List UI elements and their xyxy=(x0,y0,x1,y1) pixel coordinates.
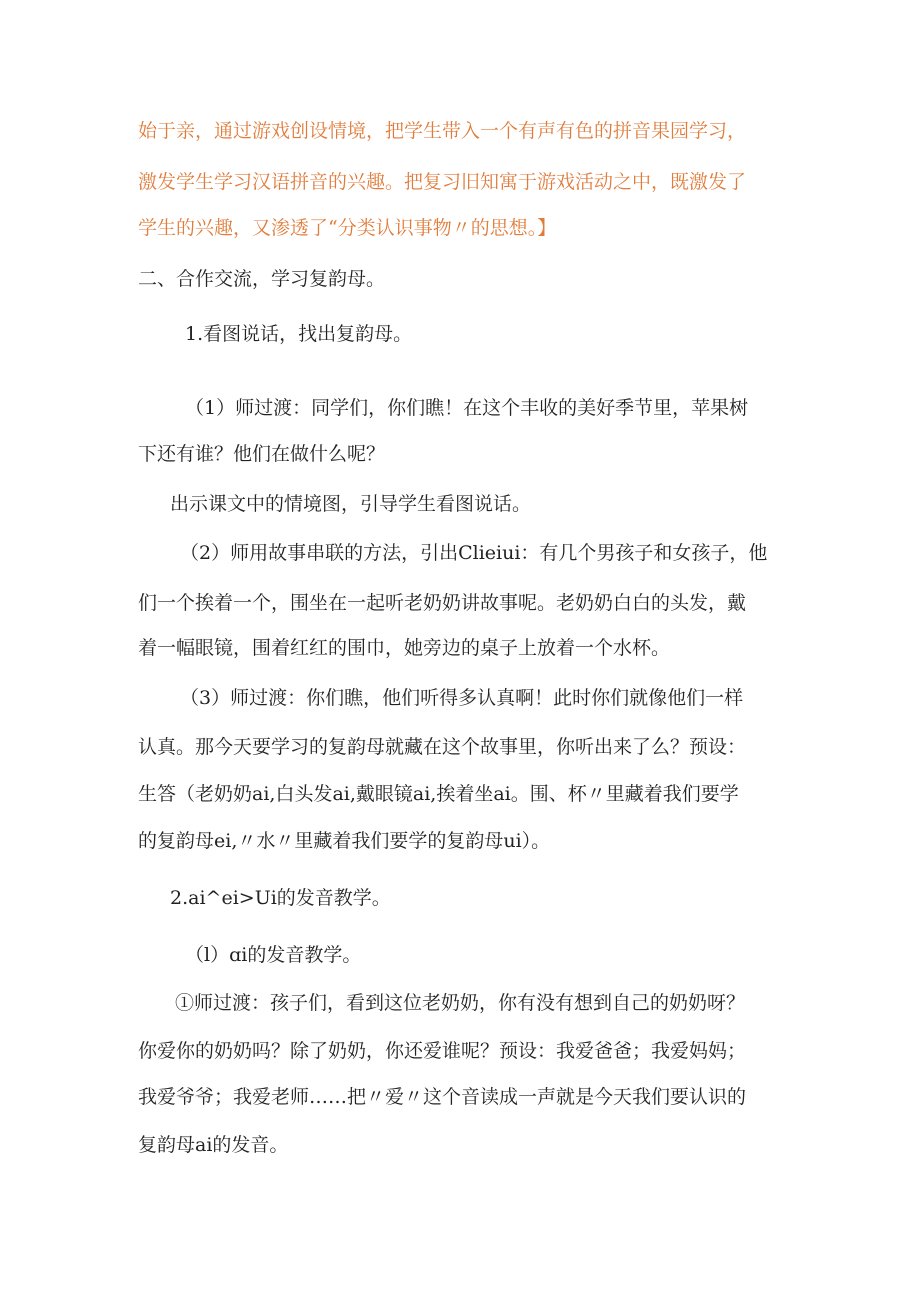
text-line: ①师过渡：孩子们，看到这位老奶奶，你有没有想到自己的奶奶呀？ xyxy=(175,992,746,1014)
text-line: 们一个挨着一个，围坐在一起听老奶奶讲故事呢。老奶奶白白的头发，戴 xyxy=(138,592,747,614)
section-heading: 二、合作交流，学习复韵母。 xyxy=(138,268,386,290)
text-line: （2）师用故事串联的方法，引出Clieiui：有几个男孩子和女孩子，他 xyxy=(180,542,768,564)
text-line: 你爱你的奶奶吗？除了奶奶，你还爱谁呢？预设：我爱爸爸；我爱妈妈； xyxy=(138,1040,747,1062)
subsection-heading: 1.看图说话，找出复韵母。 xyxy=(185,323,413,345)
text-line: 认真。那今天要学习的复韵母就藏在这个故事里，你听出来了么？预设： xyxy=(138,736,747,758)
text-line: 生答（老奶奶ai,白头发ai,戴眼镜ai,挨着坐ai。围、杯〃里藏着我们要学 xyxy=(138,783,739,805)
text-line: 出示课文中的情境图，引导学生看图说话。 xyxy=(170,493,532,515)
text-line: 着一幅眼镜，围着红红的围巾，她旁边的桌子上放着一个水杯。 xyxy=(138,637,671,659)
subsection-heading: 2.ai^ei>Ui的发音教学。 xyxy=(170,887,391,909)
text-line: 始于亲，通过游戏创设情境，把学生带入一个有声有色的拼音果园学习， xyxy=(138,120,747,142)
text-line: 激发学生学习汉语拼音的兴趣。把复习旧知寓于游戏活动之中，既激发了 xyxy=(138,171,747,193)
text-line: 下还有谁？他们在做什么呢？ xyxy=(138,443,386,465)
text-line: 的复韵母ei,〃水〃里藏着我们要学的复韵母ui）。 xyxy=(138,830,551,852)
text-line: （l）ɑi的发音教学。 xyxy=(185,944,362,966)
text-line: 复韵母ai的发音。 xyxy=(138,1134,289,1156)
text-line: 我爱爷爷；我爱老师……把〃爱〃这个音读成一声就是今天我们要认识的 xyxy=(138,1086,747,1108)
text-line: 学生的兴趣，又渗透了“分类认识事物〃的思想。】 xyxy=(138,217,557,239)
text-line: （1）师过渡：同学们，你们瞧！在这个丰收的美好季节里，苹果树 xyxy=(185,397,749,419)
text-line: （3）师过渡：你们瞧，他们听得多认真啊！此时你们就像他们一样 xyxy=(180,687,744,709)
